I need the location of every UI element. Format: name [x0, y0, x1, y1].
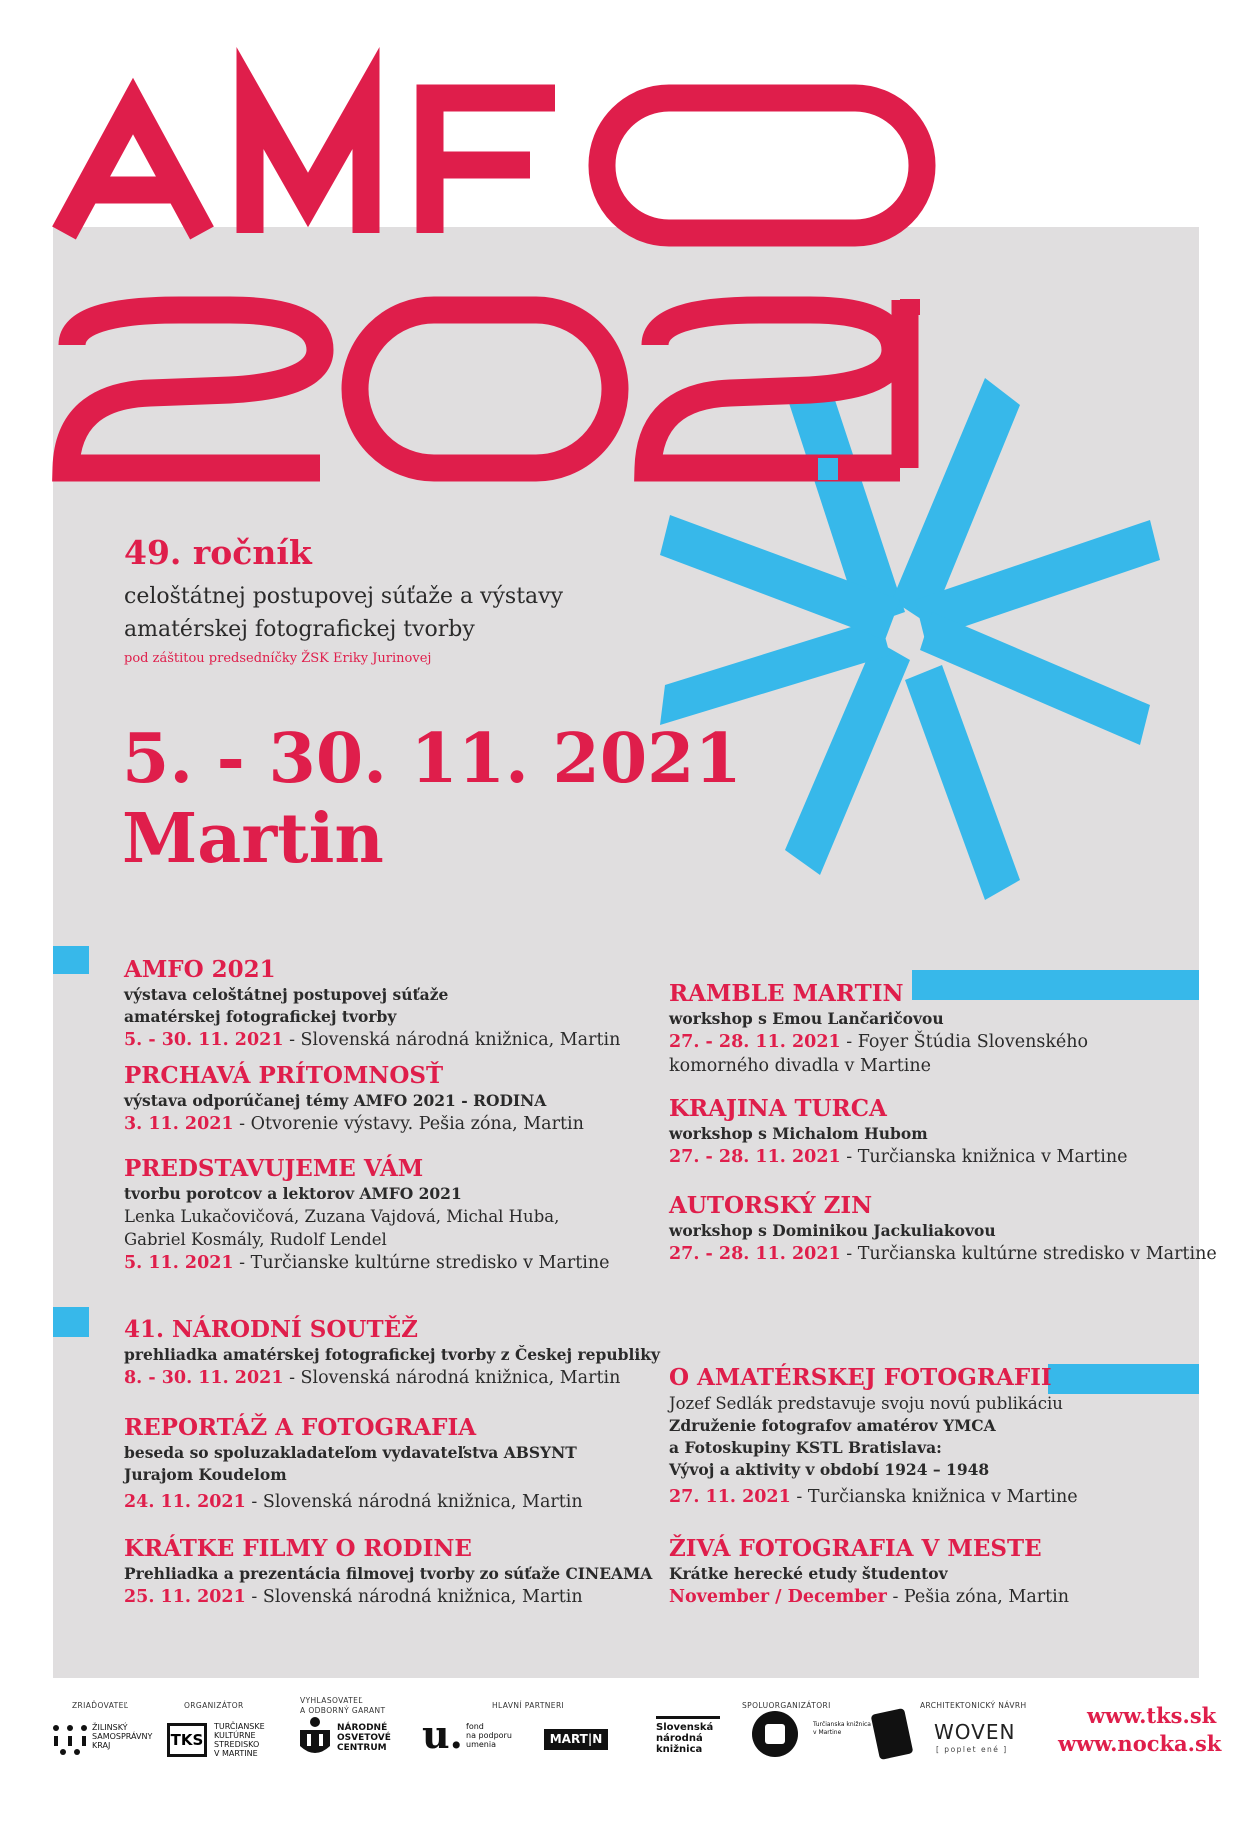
event-description: a Fotoskupiny KSTL Bratislava:	[669, 1438, 942, 1457]
event-when-where	[669, 1030, 1088, 1054]
event-description: Jurajom Koudelom	[124, 1465, 287, 1484]
zsk-logo-line: KRAJ	[92, 1741, 111, 1750]
noc-logo-line: OSVETOVÉ	[337, 1733, 391, 1743]
event-amfo-2021	[124, 956, 620, 1052]
event-title: KRÁTKE FILMY O RODINE	[124, 1535, 472, 1562]
label-partners: HLAVNÍ PARTNERI	[492, 1701, 565, 1710]
event-city: Martin	[122, 799, 384, 879]
event-description: výstava odporúčanej témy AMFO 2021 - RODINA	[124, 1091, 547, 1110]
event-date: 27. 11. 2021	[669, 1487, 791, 1507]
label-founder: ZRIAĎOVATEĽ	[72, 1701, 129, 1710]
event-ziva-fotografia-v-meste	[669, 1535, 1069, 1609]
fpu-logo-line: na podporu	[466, 1731, 512, 1740]
zsk-logo-text	[92, 1723, 152, 1750]
event-when-where	[669, 1242, 1217, 1266]
noc-logo-line: NÁRODNÉ	[337, 1723, 388, 1733]
event-title: PRCHAVÁ PRÍTOMNOSŤ	[124, 1062, 444, 1089]
subtitle-line: celoštátnej postupovej súťaže a výstavy	[124, 584, 564, 609]
event-when-where	[669, 1585, 1069, 1609]
noc-logo-text	[337, 1723, 391, 1753]
zsk-logo	[50, 1722, 90, 1762]
tkm-logo-line: Turčianska knižnica	[813, 1721, 871, 1728]
title-digit-2-second	[648, 310, 900, 468]
event-place: - Slovenská národná knižnica, Martin	[283, 1030, 621, 1050]
label-organizer: ORGANIZÁTOR	[184, 1701, 244, 1710]
stamp-logo-icon	[752, 1711, 798, 1757]
event-date: 5. - 30. 11. 2021	[124, 1030, 284, 1050]
title-digit-0	[355, 310, 615, 468]
event-kratke-filmy-o-rodine	[124, 1535, 652, 1609]
event-predstavujeme-vam	[124, 1155, 610, 1275]
fpu-logo-text	[466, 1722, 512, 1749]
website-link-tks[interactable]: www.tks.sk	[1087, 1703, 1217, 1728]
event-description: výstava celoštátnej postupovej súťaže	[124, 985, 449, 1004]
woven-logo: WOVEN	[934, 1720, 1016, 1744]
label-announcer	[300, 1696, 385, 1716]
title-letter-o	[602, 98, 922, 233]
event-description: amatérskej fotografickej tvorby	[124, 1007, 397, 1026]
event-title: AMFO 2021	[124, 956, 276, 983]
title-digit-2	[66, 310, 320, 468]
event-place: - Pešia zóna, Martin	[886, 1587, 1070, 1607]
title-letter-m	[250, 98, 366, 233]
event-description: Krátke herecké etudy študentov	[669, 1564, 948, 1583]
event-description: workshop s Michalom Hubom	[669, 1124, 928, 1143]
snk-logo-line: národná	[656, 1733, 703, 1744]
event-title: REPORTÁŽ A FOTOGRAFIA	[124, 1414, 477, 1441]
event-o-amaterskej-fotografii	[669, 1364, 1078, 1509]
event-date: 8. - 30. 11. 2021	[124, 1368, 284, 1388]
event-when-where	[124, 1366, 660, 1390]
title-letter-f	[430, 98, 555, 233]
event-date: 27. - 28. 11. 2021	[669, 1147, 841, 1167]
event-place: - Turčianska knižnica v Martine	[790, 1487, 1078, 1507]
zsk-crest-icon	[50, 1722, 90, 1758]
snk-logo-line: Slovenská	[656, 1722, 714, 1733]
event-description: beseda so spoluzakladateľom vydavateľstva ABSYNT	[124, 1443, 577, 1462]
label-announcer-line: A ODBORNÝ GARANT	[300, 1706, 386, 1715]
event-place: - Turčianske kultúrne stredisko v Martine	[233, 1253, 610, 1273]
event-date: 3. 11. 2021	[124, 1114, 234, 1134]
tks-logo-mark: TKS	[167, 1723, 207, 1757]
subtitle-line: amatérskej fotografickej tvorby	[124, 617, 475, 642]
fpu-logo-line: fond	[466, 1722, 484, 1731]
tkm-logo-line: v Martine	[813, 1729, 842, 1736]
event-description: Vývoj a aktivity v období 1924 – 1948	[669, 1460, 990, 1479]
event-place: - Foyer Štúdia Slovenského	[840, 1032, 1089, 1052]
tkm-logo-text	[813, 1721, 871, 1737]
fpu-logo-line: umenia	[466, 1740, 496, 1749]
event-place: - Slovenská národná knižnica, Martin	[245, 1492, 583, 1512]
event-when-where	[124, 1251, 610, 1275]
zsk-logo-line: SAMOSPRÁVNY	[92, 1732, 153, 1741]
fpu-logo-mark: u.	[422, 1712, 463, 1757]
event-description: Prehliadka a prezentácia filmovej tvorby zo súťaže CINEAMA	[124, 1564, 653, 1583]
event-title: AUTORSKÝ ZIN	[669, 1192, 873, 1219]
event-people: Lenka Lukačovičová, Zuzana Vajdová, Michal Huba,	[124, 1207, 560, 1226]
martin-logo: MART|N	[544, 1729, 608, 1750]
event-when-where	[124, 1112, 584, 1136]
snk-logo-line: knižnica	[656, 1744, 703, 1755]
event-date: 24. 11. 2021	[124, 1492, 246, 1512]
event-when-where	[669, 1145, 1128, 1169]
event-description: prehliadka amatérskej fotografickej tvorby z Českej republiky	[124, 1345, 660, 1364]
event-date: 27. - 28. 11. 2021	[669, 1244, 841, 1264]
tks-logo-line: V MARTINE	[214, 1749, 258, 1758]
patron-note: pod záštitou predsedníčky ŽSK Eriky Jurinovej	[124, 651, 432, 666]
event-when-where	[669, 1485, 1078, 1509]
noc-logo-line: CENTRUM	[337, 1743, 387, 1753]
website-link-nocka[interactable]: www.nocka.sk	[1058, 1731, 1222, 1756]
event-prchava-pritomnost	[124, 1062, 584, 1136]
event-date: 5. 11. 2021	[124, 1253, 234, 1273]
title-lettering	[0, 0, 1240, 500]
noc-emblem-icon	[297, 1716, 333, 1760]
event-reportaz-a-fotografia	[124, 1414, 583, 1514]
event-intro: Jozef Sedlák predstavuje svoju novú publikáciu	[669, 1394, 1063, 1413]
label-announcer-line: VYHLASOVATEĽ	[300, 1696, 363, 1705]
blue-bar	[53, 946, 89, 974]
title-letter-a	[64, 106, 202, 233]
tks-logo-text	[214, 1722, 265, 1758]
event-title: RAMBLE MARTIN	[669, 980, 904, 1007]
event-krajina-turca	[669, 1095, 1128, 1169]
tks-logo-line: KULTÚRNE	[214, 1731, 256, 1740]
event-narodni-soutez	[124, 1316, 660, 1390]
blue-bar	[53, 1307, 89, 1337]
event-when-where	[124, 1490, 583, 1514]
event-description: workshop s Dominikou Jackuliakovou	[669, 1221, 996, 1240]
event-title: PREDSTAVUJEME VÁM	[124, 1155, 424, 1182]
woven-logo-sub: [ poplet ené ]	[936, 1745, 1008, 1754]
label-architect: ARCHITEKTONICKÝ NÁVRH	[920, 1701, 1027, 1710]
event-description: Združenie fotografov amatérov YMCA	[669, 1416, 996, 1435]
event-title: ŽIVÁ FOTOGRAFIA V MESTE	[669, 1535, 1042, 1562]
event-date: November / December	[669, 1587, 887, 1607]
asterisk-ray	[905, 665, 1020, 900]
event-date: 25. 11. 2021	[124, 1587, 246, 1607]
event-place: - Slovenská národná knižnica, Martin	[245, 1587, 583, 1607]
event-title: 41. NÁRODNÍ SOUTĚŽ	[124, 1316, 418, 1343]
snk-logo	[656, 1716, 720, 1755]
event-dates: 5. - 30. 11. 2021	[122, 719, 742, 799]
noc-logo	[297, 1716, 333, 1764]
event-title: O AMATÉRSKEJ FOTOGRAFII	[669, 1364, 1052, 1391]
event-date: 27. - 28. 11. 2021	[669, 1032, 841, 1052]
event-place: - Otvorenie výstavy. Pešia zóna, Martin	[233, 1114, 584, 1134]
event-description: workshop s Emou Lančaričovou	[669, 1009, 944, 1028]
event-place: - Turčianska kultúrne stredisko v Martine	[840, 1244, 1217, 1264]
event-ramble-martin	[669, 980, 1088, 1078]
tks-logo-line: STREDISKO	[214, 1740, 260, 1749]
event-people: Gabriel Kosmály, Rudolf Lendel	[124, 1230, 387, 1249]
event-autorsky-zin	[669, 1192, 1217, 1266]
subtitle	[124, 580, 644, 646]
zsk-logo-line: ŽILINSKÝ	[92, 1723, 128, 1732]
tks-logo-line: TURČIANSKE	[214, 1722, 265, 1731]
edition-heading: 49. ročník	[124, 533, 312, 572]
event-when-where	[124, 1028, 620, 1052]
label-coorganizers: SPOLUORGANIZÁTORI	[742, 1701, 831, 1710]
event-place: - Turčianska knižnica v Martine	[840, 1147, 1128, 1167]
event-description: tvorbu porotcov a lektorov AMFO 2021	[124, 1184, 462, 1203]
event-place-continued: komorného divadla v Martine	[669, 1056, 931, 1076]
event-title: KRAJINA TURCA	[669, 1095, 887, 1122]
event-when-where	[124, 1585, 652, 1609]
event-place: - Slovenská národná knižnica, Martin	[283, 1368, 621, 1388]
